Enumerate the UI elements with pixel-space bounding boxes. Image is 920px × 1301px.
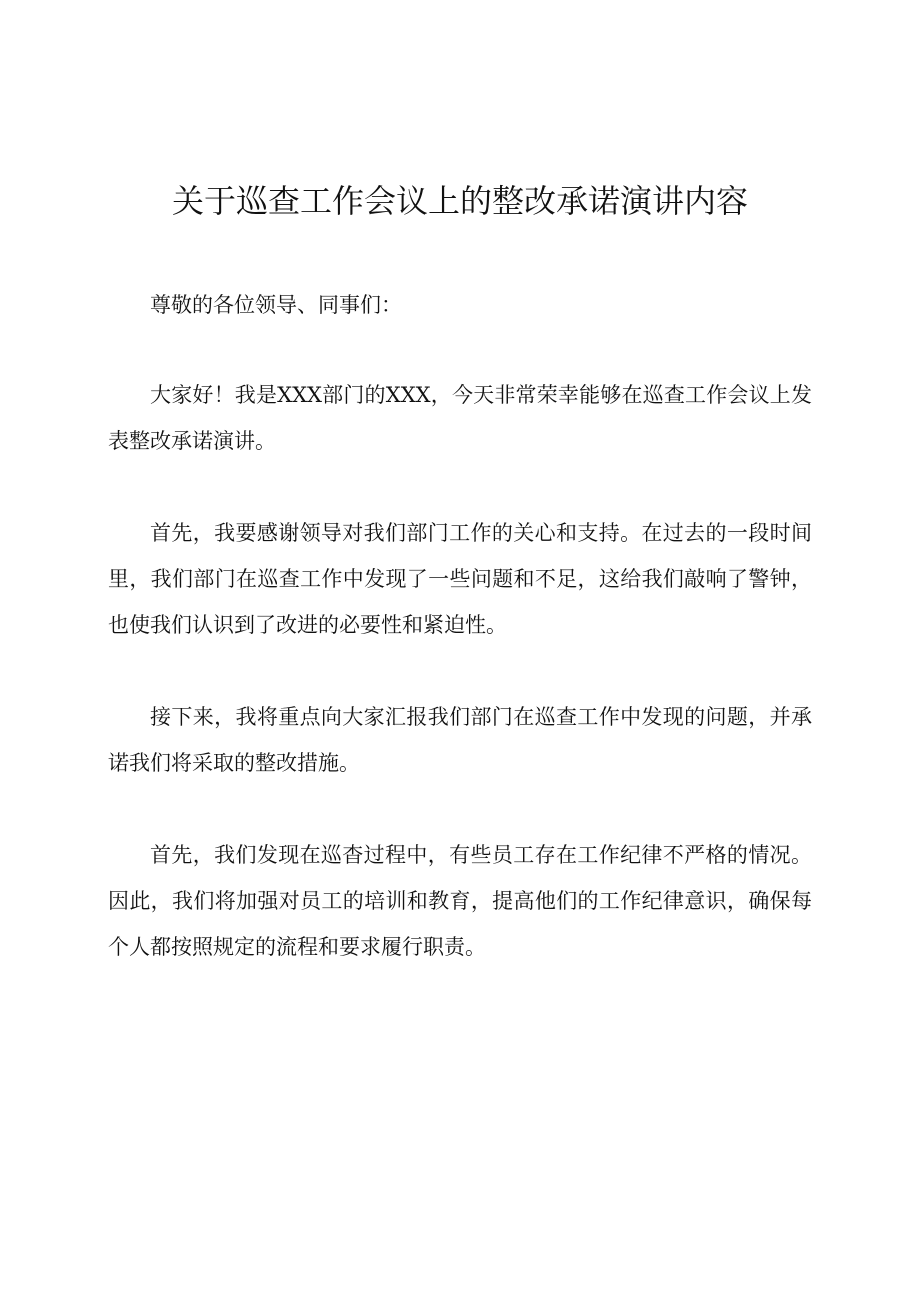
paragraph-1: 大家好！我是XXX部门的XXX，今天非常荣幸能够在巡查工作会议上发表整改承诺演讲。 xyxy=(108,383,812,453)
paragraph-2: 首先，我要感谢领导对我们部门工作的关心和支持。在过去的一段时间里，我们部门在巡查工作中发现了一些问题和不足，这给我们敲响了警钟，也使我们认识到了改进的必要性和紧迫性。 xyxy=(108,521,812,637)
document-title: 关于巡查工作会议上的整改承诺演讲内容 xyxy=(171,182,748,220)
paragraph-3: 接下来，我将重点向大家汇报我们部门在巡查工作中发现的问题，并承诺我们将采取的整改措施。 xyxy=(108,705,812,775)
paragraph-4: 首先，我们发现在巡杳过程中，有些员工存在工作纪律不严格的情况。因此，我们将加强对员工的培训和教育，提高他们的工作纪律意识，确保每个人都按照规定的流程和要求履行职责。 xyxy=(108,843,812,959)
salutation: 尊敬的各位领导、同事们： xyxy=(150,293,402,317)
